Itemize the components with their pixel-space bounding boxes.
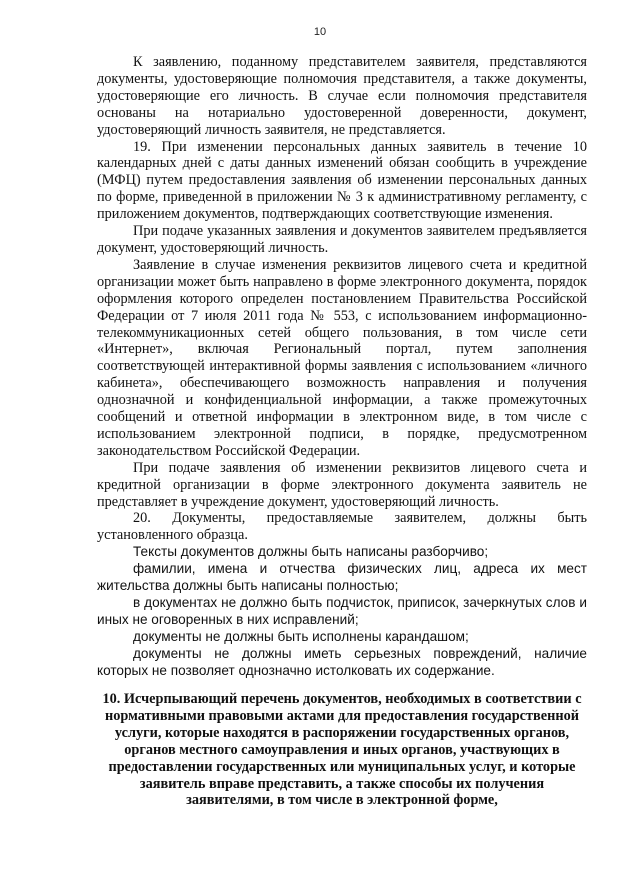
section-heading: 10. Исчерпывающий перечень документов, необходимых в соответствии с нормативными правовыми актами для предоставления государственной услуги, которые находятся в распоряжении государственных органов, органов местного самоуправления и иных органов, участвующих в предоставлении государственных или муниципальных услуг, и которые заявитель вправе представить, а также способы их получения заявителями, в том числе в электронной форме,	[102, 691, 582, 809]
paragraph: документы не должны иметь серьезных повреждений, наличие которых не позволяет однозначно истолковать их содержание.	[97, 645, 587, 678]
paragraph: в документах не должно быть подчисток, приписок, зачеркнутых слов и иных не оговоренных в них исправлений;	[97, 595, 587, 627]
paragraph: документы не должны быть исполнены карандашом;	[133, 628, 469, 644]
document-body	[97, 54, 587, 680]
page-number: 10	[313, 26, 327, 38]
paragraph: 19. При изменении персональных данных заявитель в течение 10 календарных дней с даты данных изменений обязан сообщить в учреждение (МФЦ) путем предоставления заявления об изменении персональных данных по форме, приведенной в приложении № 3 к административному регламенту, с приложением документов, подтверждающих соответствующие изменения.	[97, 138, 587, 223]
paragraph: Тексты документов должны быть написаны разборчиво;	[133, 544, 489, 560]
paragraph: При подаче заявления об изменении реквизитов лицевого счета и кредитной организации в форме электронного документа заявитель не представляет в учреждение документ, удостоверяющий личность.	[97, 459, 587, 510]
paragraph: фамилии, имена и отчества физических лиц, адреса их мест жительства должны быть написаны полностью;	[97, 561, 587, 594]
paragraph: К заявлению, поданному представителем заявителя, представляются документы, удостоверяющие полномочия представителя, а также документы, удостоверяющие его личность. В случае если полномочия представителя основаны на нотариально удостоверенной доверенности, документ, удостоверяющий личность заявителя, не представляется.	[97, 54, 587, 138]
paragraph: Заявление в случае изменения реквизитов лицевого счета и кредитной организации может быть направлено в форме электронного документа, порядок оформления которого определен постановлением Правительства Российской Федерации от 7 июля 2011 года № 553, с использованием информационно-телекоммуникационных сетей общего пользования, в том числе сети «Интернет», включая Региональный портал, путем заполнения соответствующей интерактивной формы заявления с использованием «личного кабинета», обеспечивающего возможность направления и получения однозначной и конфиденциальной информации, а также промежуточных сообщений и ответной информации в электронном виде, в том числе с использованием электронной подписи, в порядке, предусмотренном законодательством Российской Федерации.	[97, 256, 587, 459]
paragraph: 20. Документы, предоставляемые заявителем, должны быть установленного образца.	[97, 510, 587, 544]
paragraph: При подаче указанных заявления и документов заявителем предъявляется документ, удостоверяющий личность.	[97, 223, 587, 256]
